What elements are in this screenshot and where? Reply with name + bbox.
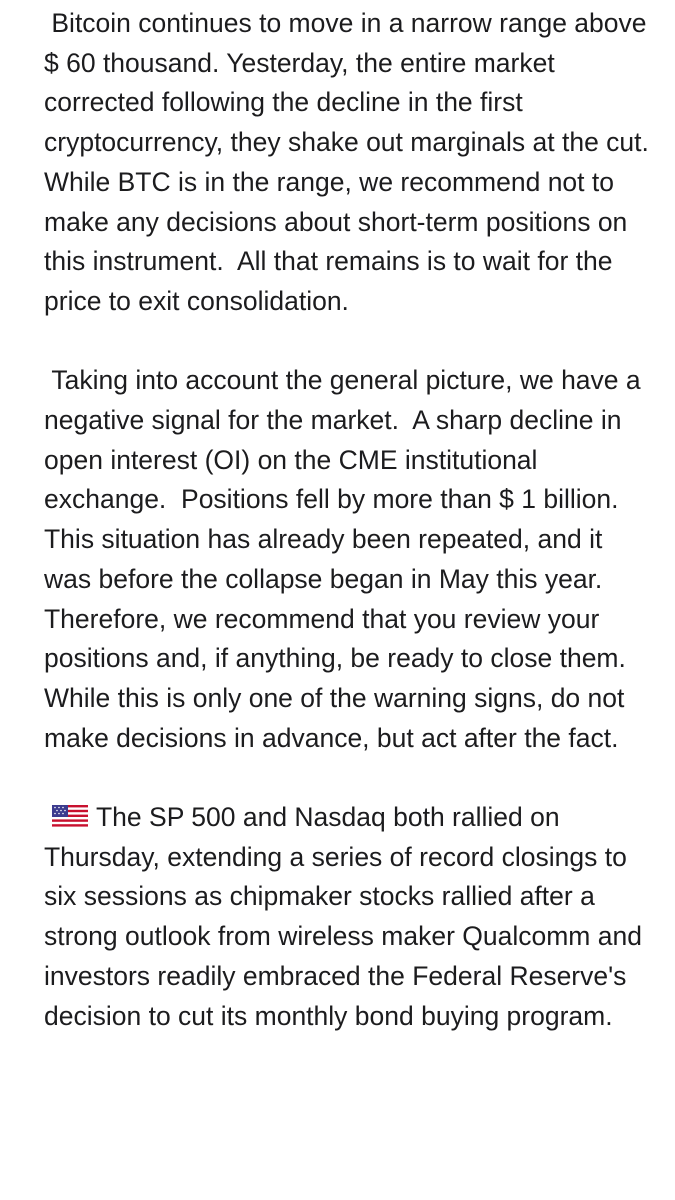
- paragraph-open-interest: Taking into account the general picture, we have a negative signal for the market. A sharp decline in open interest (OI) on the CME institutional exchange. Positions fell by more than $ 1 billion. This situation has already been repeated, and it was before the collapse began in May this year. Therefore, we recommend that you review your positions and, if anything, be ready to close them. While this is only one of the warning signs, do not make decisions in advance, but act after the fact.: [44, 365, 649, 753]
- paragraph-sp500-text: The SP 500 and Nasdaq both rallied on Thursday, extending a series of record closings to six sessions as chipmaker stocks rallied after a strong outlook from wireless maker Qualcomm and investors readily embraced the Federal Reserve's decision to cut its monthly bond buying program.: [44, 802, 650, 1031]
- paragraph-sp500-nasdaq: [44, 798, 654, 1036]
- us-flag-icon: [52, 805, 88, 829]
- paragraph-bitcoin-range: Bitcoin continues to move in a narrow range above $ 60 thousand. Yesterday, the entire market corrected following the decline in the first cryptocurrency, they shake out marginals at the cut. While BTC is in the range, we recommend not to make any decisions about short-term positions on this instrument. All that remains is to wait for the price to exit consolidation.: [44, 8, 664, 316]
- note-body: [44, 4, 664, 1076]
